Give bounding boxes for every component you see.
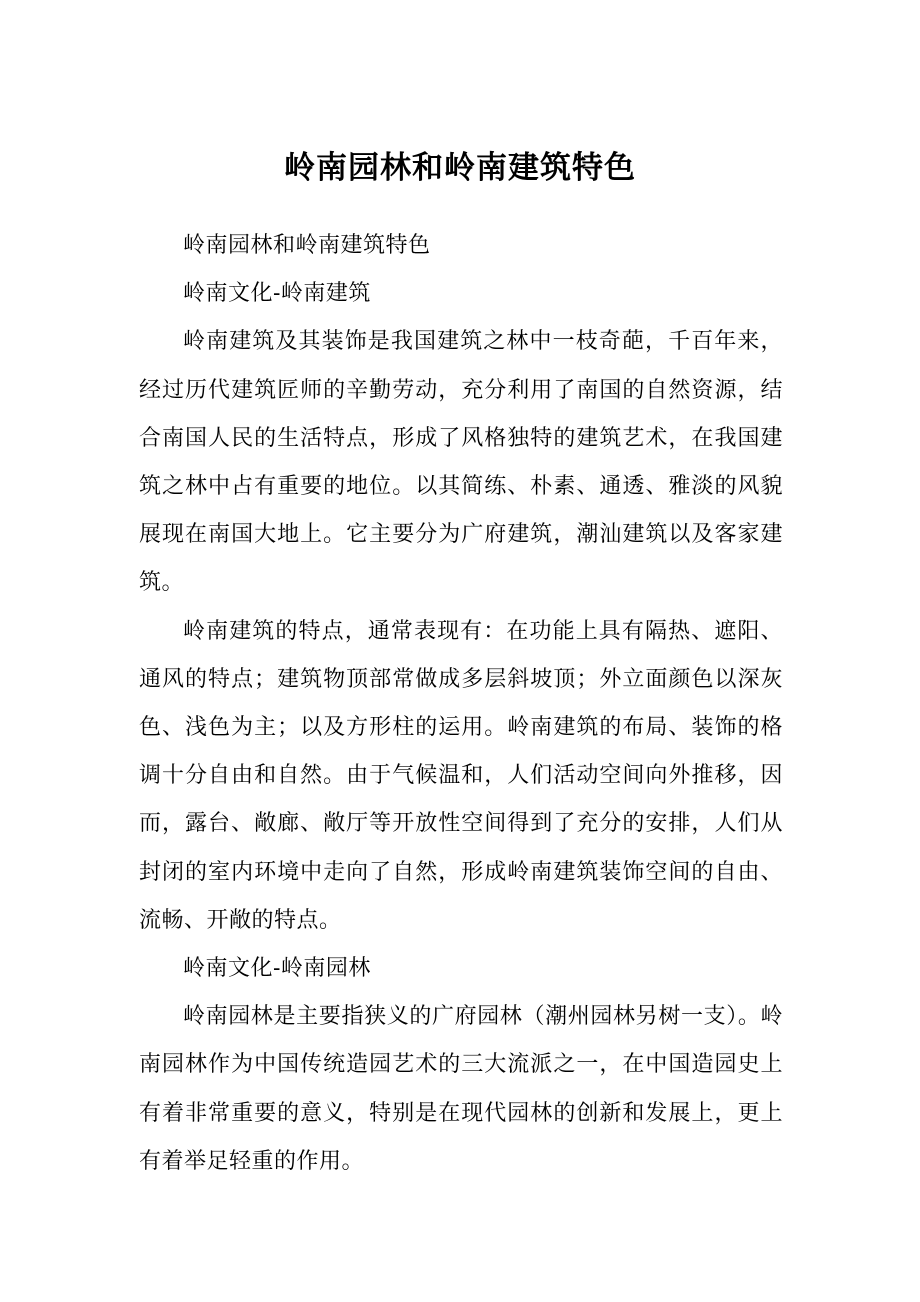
paragraph-architecture-intro: 岭南建筑及其装饰是我国建筑之林中一枝奇葩，千百年来，经过历代建筑匠师的辛勤劳动，充分利用了南国的自然资源，结合南国人民的生活特点，形成了风格独特的建筑艺术，在我国建筑之林中占有重要的地位。以其简练、朴素、通透、雅淡的风貌展现在南国大地上。它主要分为广府建筑，潮汕建筑以及客家建筑。	[139, 329, 783, 596]
document-body	[139, 222, 783, 1186]
page-title: 岭南园林和岭南建筑特色	[284, 150, 636, 186]
paragraph-gardens-intro: 岭南园林是主要指狭义的广府园林（潮州园林另树一支）。岭南园林作为中国传统造园艺术的三大流派之一，在中国造园史上有着非常重要的意义，特别是在现代园林的创新和发展上，更上有着举足轻重的作用。	[139, 1004, 783, 1174]
section-heading-gardens: 岭南文化-岭南园林	[183, 956, 371, 982]
subtitle-paragraph: 岭南园林和岭南建筑特色	[183, 233, 431, 258]
paragraph-architecture-features: 岭南建筑的特点，通常表现有：在功能上具有隔热、遮阳、通风的特点；建筑物顶部常做成多层斜坡顶；外立面颜色以深灰色、浅色为主；以及方形柱的运用。岭南建筑的布局、装饰的格调十分自由和自然。由于气候温和，人们活动空间向外推移，因而，露台、敞廊、敞厅等开放性空间得到了充分的安排，人们从封闭的室内环境中走向了自然，形成岭南建筑装饰空间的自由、流畅、开敞的特点。	[139, 618, 783, 933]
section-heading-architecture: 岭南文化-岭南建筑	[183, 281, 371, 307]
